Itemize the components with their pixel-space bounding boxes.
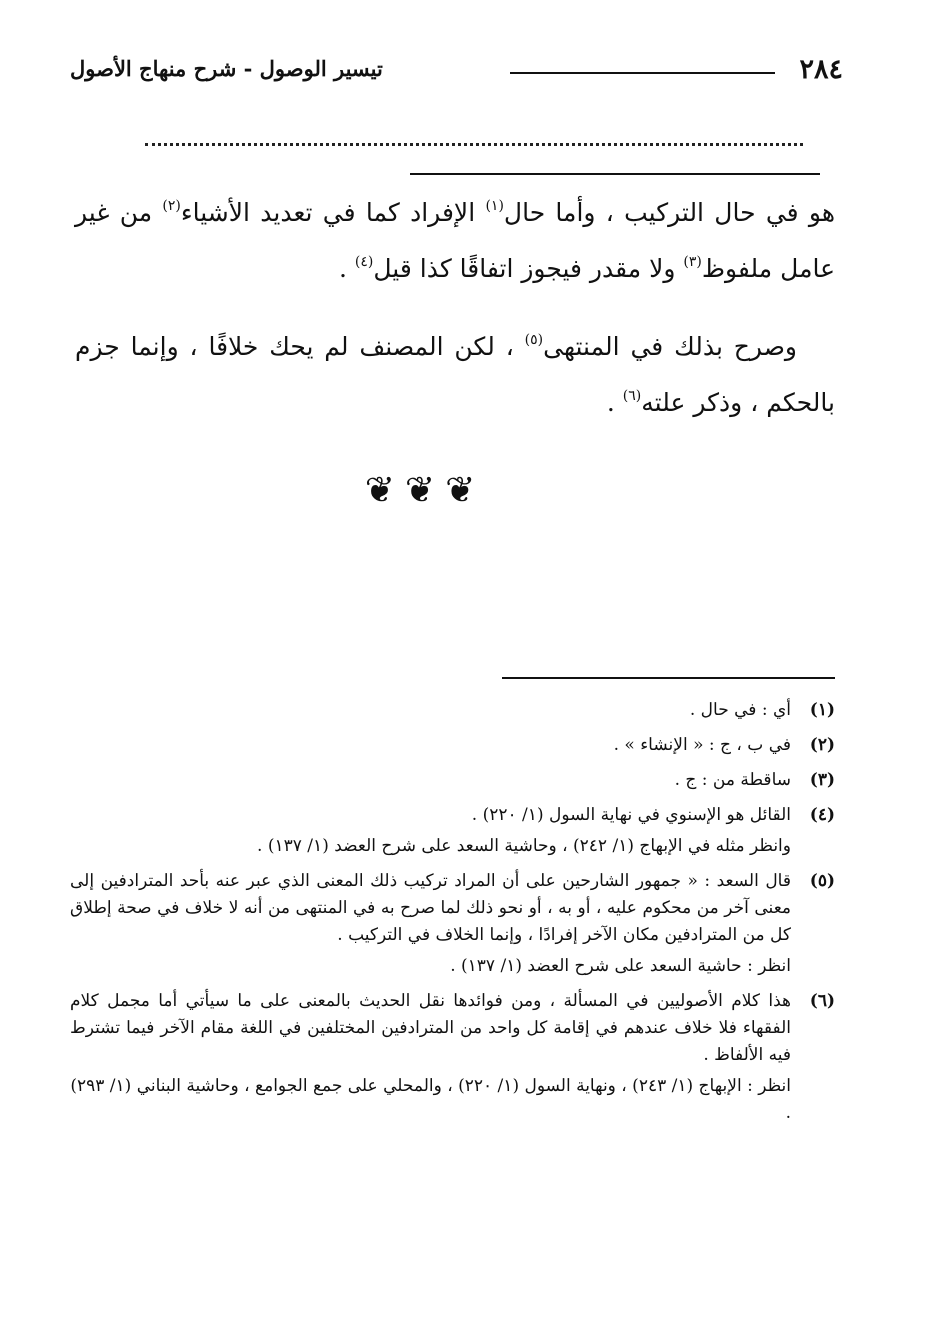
paragraph-1 — [75, 185, 835, 297]
section-rule — [410, 173, 820, 175]
text-run: هو في حال التركيب ، وأما حال — [503, 198, 836, 227]
running-title: تيسير الوصول - شرح منهاج الأصول — [70, 56, 383, 81]
paragraph-2 — [75, 319, 835, 431]
footnote-6-continuation: انظر : الإبهاج (١/ ٢٤٣) ، ونهاية السول (١/ ٢٢٠) ، والمحلي على جمع الجوامع ، وحاشية البناني (١/ ٢٩٣) . — [70, 1076, 791, 1123]
page-header — [70, 52, 843, 96]
text-run: من غير عامل ملفوظ — [75, 198, 835, 283]
footnote-2 — [70, 732, 835, 759]
footnote-text: ساقطة من : ج . — [674, 770, 791, 790]
text-run: ، لكن المصنف لم يحك خلافًا ، وإنما جزم بالحكم ، وذكر علته — [75, 332, 835, 417]
footnote-5 — [70, 868, 835, 949]
footnote-4-continuation: وانظر مثله في الإبهاج (١/ ٢٤٢) ، وحاشية السعد على شرح العضد (١/ ١٣٧) . — [257, 836, 791, 856]
footnote-6 — [70, 988, 835, 1069]
footnote-text: القائل هو الإسنوي في نهاية السول (١/ ٢٢٠) . — [471, 805, 791, 825]
footnote-4 — [70, 802, 835, 829]
text-run: وصرح بذلك في المنتهى — [543, 332, 797, 361]
footnote-text: هذا كلام الأصوليين في المسألة ، ومن فوائدها نقل الحديث بالمعنى على ما سيأتي أما مجمل كلام الفقهاء فلا خلاف عندهم في إقامة كل واحد من المترادفين المختلفين في اللغة مقام الآخر فيما تشترط فيه الألفاظ . — [70, 991, 791, 1065]
text-run: . — [606, 388, 623, 417]
footnote-number: (٥) — [809, 871, 835, 891]
footnote-number: (٤) — [809, 805, 835, 825]
omission-dotted-line — [145, 143, 803, 146]
header-rule — [510, 72, 775, 74]
footnote-number: (٣) — [809, 770, 835, 790]
footnote-ref-5[interactable]: (٥) — [524, 332, 544, 348]
footnote-ref-6[interactable]: (٦) — [622, 388, 642, 404]
footnote-ref-4[interactable]: (٤) — [354, 254, 374, 270]
footnotes — [70, 697, 835, 1135]
main-text — [75, 185, 835, 453]
footnote-number: (٢) — [809, 735, 835, 755]
footnote-text: أي : في حال . — [689, 700, 791, 720]
footnote-separator — [502, 677, 835, 679]
text-run: . — [339, 254, 355, 283]
footnote-text: قال السعد : « جمهور الشارحين على أن المراد تركيب ذلك المعنى الذي عبر عنه بأحد المترادفين إلى معنى آخر من محكوم عليه ، أو به ، أو نحو ذلك لما صرح به في المنتهى من أنه لا خلاف في صحة إطلاق كل من المترادفين مكان الآخر إفرادًا ، وإنما الخلاف في التركيب . — [70, 871, 791, 945]
footnote-ref-2[interactable]: (٢) — [162, 198, 181, 214]
footnote-number: (١) — [809, 700, 835, 720]
footnote-ref-1[interactable]: (١) — [485, 198, 504, 214]
footnote-5-continuation: انظر : حاشية السعد على شرح العضد (١/ ١٣٧) . — [450, 956, 791, 976]
text-run: ولا مقدر فيجوز اتفاقًا كذا قيل — [373, 254, 684, 283]
page-number: ٢٨٤ — [799, 54, 843, 85]
text-run: الإفراد كما في تعديد الأشياء — [180, 198, 486, 227]
footnote-1 — [70, 697, 835, 724]
footnote-number: (٦) — [809, 991, 835, 1011]
footnote-ref-3[interactable]: (٣) — [683, 254, 702, 270]
footnote-3 — [70, 767, 835, 794]
footnote-text: في ب ، ج : « الإنشاء » . — [613, 735, 791, 755]
floral-ornament-icon: ❦❦❦ — [364, 470, 486, 511]
